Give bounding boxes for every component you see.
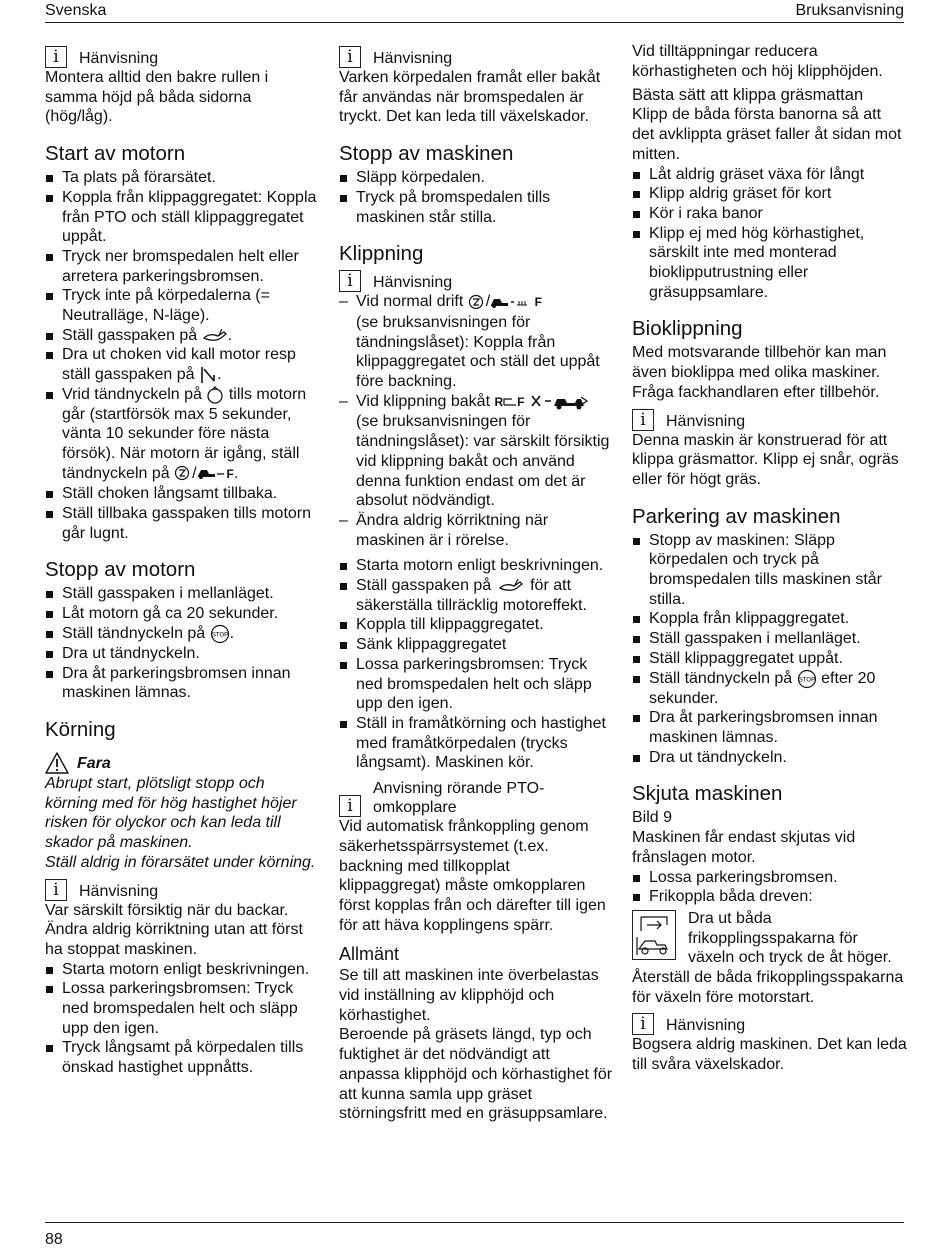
info-icon: i bbox=[339, 46, 361, 68]
figure-reference: Bild 9 bbox=[632, 809, 673, 827]
danger-heading bbox=[45, 752, 317, 774]
list-item: Släpp körpedalen. bbox=[339, 168, 613, 188]
info-icon: i bbox=[632, 409, 654, 431]
list-item: Låt motorn gå ca 20 sekunder. bbox=[45, 604, 317, 624]
list-item: Lossa parkeringsbromsen. bbox=[632, 868, 907, 888]
list-item: Lossa parkeringsbromsen: Tryck ned bromspedalen helt och släpp upp den igen. bbox=[339, 655, 613, 714]
info-icon: i bbox=[339, 795, 361, 817]
list-item: – Ändra aldrig körriktning när maskinen är i rörelse. bbox=[339, 511, 613, 550]
section-title-stop-machine: Stopp av maskinen bbox=[339, 142, 514, 166]
freewheel-figure-row bbox=[632, 909, 907, 968]
list-item: Frikoppla båda dreven: bbox=[632, 887, 907, 907]
note-title: Anvisning rörande PTO-omkopplare bbox=[373, 780, 545, 817]
hare-fast-icon bbox=[202, 328, 228, 344]
list-item: Ställ tändnyckeln på STOP . bbox=[45, 624, 317, 644]
list-item: Starta motorn enligt beskrivningen. bbox=[339, 556, 613, 576]
list-item: Dra ut choken vid kall motor resp ställ gasspaken på . bbox=[45, 345, 317, 384]
list-item-text: efter 20 sekunder. bbox=[649, 669, 876, 707]
forward-letter: F bbox=[517, 394, 525, 409]
list-item-text: Ställ gasspaken på bbox=[62, 326, 198, 344]
list-item-text: Dra ut choken vid kall motor resp ställ gasspaken på bbox=[62, 346, 296, 384]
section-title-general: Allmänt bbox=[339, 944, 400, 965]
reverse-mow-icon bbox=[503, 396, 517, 408]
list-item: Ställ gasspaken på . bbox=[45, 326, 317, 346]
info-icon: i bbox=[339, 270, 361, 292]
column-2 bbox=[339, 42, 613, 1124]
note-title: Hänvisning bbox=[79, 50, 159, 67]
section-title-best-mowing: Bästa sätt att klippa gräsmattan bbox=[632, 86, 864, 105]
list-item-text: Vid normal drift bbox=[356, 293, 464, 311]
paragraph: Beroende på gräsets längd, typ och fuktighet är det nödvändigt att anpassa klipphöjd och körhastighet för att kunna samla upp gräset störningsfritt med en gräsuppsamlare. bbox=[339, 1026, 613, 1123]
list-item: Klipp aldrig gräset för kort bbox=[632, 184, 907, 204]
push-list bbox=[632, 868, 907, 907]
paragraph: Återställ de båda frikopplingsspakarna för växeln före motorstart. bbox=[632, 969, 904, 1006]
ignition-stop-icon bbox=[797, 669, 817, 689]
ignition-stop-icon bbox=[210, 624, 230, 644]
list-item: Tryck inte på körpedalerna (= Neutralläge, N-läge). bbox=[45, 286, 317, 325]
stop-icon-label: STOP bbox=[798, 677, 815, 684]
note-text: Montera alltid den bakre rullen i samma höjd på båda sidorna (hög/låg). bbox=[45, 69, 269, 126]
list-item: Dra åt parkeringsbromsen innan maskinen lämnas. bbox=[45, 664, 317, 703]
page-number: 88 bbox=[45, 1231, 63, 1248]
note-heading bbox=[339, 779, 613, 817]
mower-reverse-icon bbox=[529, 393, 589, 411]
column-1 bbox=[45, 42, 317, 1078]
note-text: Denna maskin är konstruerad för att klippa gräsmattor. Klipp ej snår, ogräs eller för högt gräs. bbox=[632, 431, 899, 488]
list-item-text: Ställ tändnyckeln på bbox=[62, 625, 206, 643]
header-document-type: Bruksanvisning bbox=[795, 2, 904, 19]
list-item: Ställ in framåtkörning och hastighet med framåtkörpedalen (trycks långsamt). Maskinen kör. bbox=[339, 714, 613, 773]
list-item: Dra åt parkeringsbromsen innan maskinen lämnas. bbox=[632, 708, 907, 747]
note-heading bbox=[339, 46, 613, 68]
list-item: Klipp ej med hög körhastighet, särskilt inte med monterad bioklipputrustning eller gräsuppsamlare. bbox=[632, 224, 907, 303]
warning-triangle-icon bbox=[45, 752, 69, 774]
section-title-parking: Parkering av maskinen bbox=[632, 504, 841, 528]
section-title-mowing: Klippning bbox=[339, 242, 424, 266]
list-item bbox=[339, 392, 613, 511]
start-engine-list bbox=[45, 168, 317, 543]
choke-icon bbox=[199, 366, 217, 384]
note-heading bbox=[339, 270, 613, 292]
list-item: Starta motorn enligt beskrivningen. bbox=[45, 960, 317, 980]
header-language: Svenska bbox=[45, 2, 107, 19]
stop-engine-list bbox=[45, 584, 317, 703]
note-text: Var särskilt försiktig när du backar. Ändra aldrig körriktning utan att först ha stoppat maskinen. bbox=[45, 901, 303, 958]
list-item: Ställ klippaggregatet uppåt. bbox=[632, 649, 907, 669]
list-item: Ställ tillbaka gasspaken tills motorn går lugnt. bbox=[45, 504, 317, 543]
mowing-note-list bbox=[339, 292, 613, 550]
note-title: Hänvisning bbox=[373, 274, 453, 292]
stop-machine-list bbox=[339, 168, 613, 227]
list-item: Tryck ner bromspedalen helt eller arretera parkeringsbromsen. bbox=[45, 247, 317, 286]
mowing-list bbox=[339, 556, 613, 773]
header-rule bbox=[45, 22, 904, 23]
list-item: Tryck på bromspedalen tills maskinen står stilla. bbox=[339, 188, 613, 227]
list-item: Dra ut tändnyckeln. bbox=[45, 644, 317, 664]
paragraph: Se till att maskinen inte överbelastas vid inställning av klipphöjd och körhastighet. bbox=[339, 967, 599, 1024]
ignition-start-icon bbox=[206, 386, 224, 404]
list-item: Tryck långsamt på körpedalen tills önskad hastighet uppnåtts. bbox=[45, 1038, 317, 1077]
list-item-text: Vid klippning bakåt bbox=[356, 392, 491, 410]
list-item: – Vid normal drift / F (se bruksanvisningen för tändningslåset): Koppla från klippaggregatet och ställ det uppåt före backning. bbox=[339, 292, 613, 392]
danger-text: Ställ aldrig in förarsätet under körning. bbox=[45, 853, 316, 871]
reverse-letter: R bbox=[494, 394, 504, 409]
list-item: Stopp av maskinen: Släpp körpedalen och tryck på bromspedalen tills maskinen står stilla. bbox=[632, 531, 907, 610]
note-title: Hänvisning bbox=[79, 882, 159, 900]
tractor-drive-icon bbox=[490, 296, 530, 308]
footer-rule bbox=[45, 1222, 904, 1223]
parking-list bbox=[632, 531, 907, 768]
info-icon: i bbox=[45, 46, 67, 68]
list-item: Låt aldrig gräset växa för långt bbox=[632, 165, 907, 185]
list-item-text: för att säkerställa tillräcklig motoreffekt. bbox=[356, 577, 587, 614]
freewheel-lever-icon bbox=[632, 910, 676, 960]
list-item-text: tills motorn går (startförsök max 5 sekunder, vänta 10 sekunder före nästa försök). När motorn är igång, ställ tändnyckeln på bbox=[62, 385, 307, 482]
info-icon: i bbox=[45, 879, 67, 901]
section-title-push-machine: Skjuta maskinen bbox=[632, 782, 783, 806]
hare-fast-icon bbox=[496, 578, 526, 594]
figure-text: Dra ut båda frikopplingsspakarna för växeln och tryck de åt höger. bbox=[688, 909, 892, 967]
note-heading bbox=[632, 1013, 907, 1035]
list-item: Koppla från klippaggregatet: Koppla från PTO och ställ klippaggregatet uppåt. bbox=[45, 188, 317, 247]
paragraph: Vid tilltäppningar reducera körhastigheten och höj klipphöjden. bbox=[632, 43, 883, 80]
note-title: Hänvisning bbox=[373, 50, 453, 67]
list-item-text: Ställ gasspaken på bbox=[356, 577, 492, 595]
note-text: Varken körpedalen framåt eller bakåt får användas när bromspedalen är tryckt. Det kan leda till växelskador. bbox=[339, 69, 601, 126]
list-item-text: (se bruksanvisningen för tändningslåset): var särskilt försiktig vid klippning bakåt och använd denna funktion endast om det är absolut nödvändigt. bbox=[356, 413, 610, 510]
list-item: Ställ choken långsamt tillbaka. bbox=[45, 484, 317, 504]
tractor-drive-icon bbox=[197, 467, 227, 479]
note-title: Hänvisning bbox=[666, 1017, 746, 1035]
list-item: Lossa parkeringsbromsen: Tryck ned bromspedalen helt och släpp upp den igen. bbox=[45, 979, 317, 1038]
paragraph: Med motsvarande tillbehör kan man även bioklippa med olika maskiner. Fråga fackhandlaren efter tillbehör. bbox=[632, 344, 887, 401]
list-item: Sänk klippaggregatet bbox=[339, 635, 613, 655]
note-heading bbox=[45, 46, 317, 68]
danger-title: Fara bbox=[77, 755, 111, 773]
list-item: Ta plats på förarsätet. bbox=[45, 168, 317, 188]
drive-letter: F bbox=[226, 466, 234, 481]
best-mowing-list bbox=[632, 165, 907, 303]
list-item: Koppla till klippaggregatet. bbox=[339, 615, 613, 635]
list-item: Koppla från klippaggregatet. bbox=[632, 609, 907, 629]
paragraph: Klipp de båda första banorna så att det avklippta gräset faller åt sidan mot mitten. bbox=[632, 106, 902, 163]
paragraph: Maskinen får endast skjutas vid frånslagen motor. bbox=[632, 829, 856, 866]
stop-icon-label: STOP bbox=[211, 632, 228, 639]
note-heading bbox=[45, 879, 317, 901]
column-3 bbox=[632, 42, 907, 1075]
list-item: Kör i raka banor bbox=[632, 204, 907, 224]
list-item bbox=[339, 576, 613, 615]
list-item: Vrid tändnyckeln på tills motorn går (startförsök max 5 sekunder, vänta 10 sekunder före nästa försök). När motorn är igång, ställ tändnyckeln på / F. bbox=[45, 385, 317, 485]
list-item-text: Vrid tändnyckeln på bbox=[62, 385, 202, 403]
list-item: Dra ut tändnyckeln. bbox=[632, 748, 907, 768]
section-title-driving: Körning bbox=[45, 717, 116, 741]
ignition-run-icon bbox=[174, 465, 192, 481]
list-item-text: (se bruksanvisningen för tändningslåset): Koppla från klippaggregatet och ställ det uppåt före backning. bbox=[356, 313, 600, 391]
note-text: Bogsera aldrig maskinen. Det kan leda till svåra växelskador. bbox=[632, 1036, 907, 1074]
section-title-biomowing: Bioklippning bbox=[632, 317, 743, 341]
drive-letter: F bbox=[534, 295, 543, 310]
danger-text: Abrupt start, plötsligt stopp och körning med för hög hastighet höjer risken för olyckor och kan leda till skador på maskinen. bbox=[45, 774, 297, 852]
note-title: Hänvisning bbox=[666, 412, 746, 430]
section-title-stop-engine: Stopp av motorn bbox=[45, 558, 196, 582]
section-title-start-engine: Start av motorn bbox=[45, 142, 186, 166]
list-item: Ställ gasspaken i mellanläget. bbox=[45, 584, 317, 604]
list-item: Ställ gasspaken i mellanläget. bbox=[632, 629, 907, 649]
note-heading bbox=[632, 409, 907, 431]
list-item bbox=[632, 669, 907, 709]
driving-list bbox=[45, 960, 317, 1078]
note-text: Vid automatisk frånkoppling genom säkerhetsspärrsystemet (t.ex. backning med tillkopplat klippaggregat) måste omkopplaren först kopplas från och därefter till igen för att häva kopplingens spärr. bbox=[339, 818, 606, 934]
ignition-run-icon bbox=[468, 294, 486, 310]
list-item-text: Ställ tändnyckeln på bbox=[649, 669, 793, 687]
info-icon: i bbox=[632, 1013, 654, 1035]
